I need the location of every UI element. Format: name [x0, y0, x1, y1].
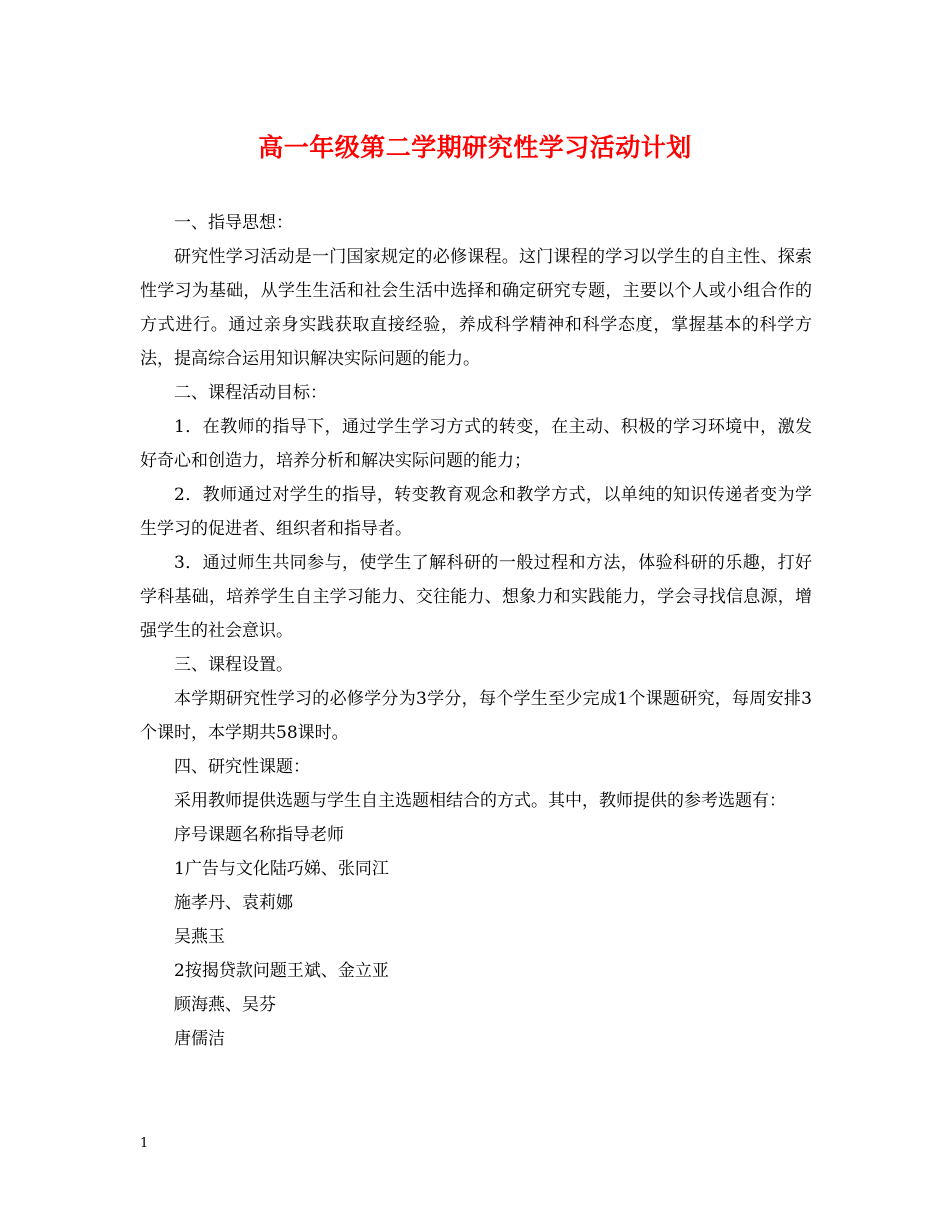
topic-list-item: 唐儒洁	[174, 1029, 225, 1049]
page-number: 1	[140, 1136, 149, 1151]
document-body	[140, 206, 812, 1056]
topic-list-item: 1广告与文化陆巧娣、张同江	[174, 859, 389, 879]
section-heading-guiding-ideology: 一、指导思想：	[174, 213, 293, 233]
objective-item-3: 3．通过师生共同参与，使学生了解科研的一般过程和方法，体验科研的乐趣，打好学科基础，培养学生自主学习能力、交往能力、想象力和实践能力，学会寻找信息源，增强学生的社会意识。	[140, 553, 812, 641]
topic-list-header: 序号课题名称指导老师	[174, 825, 344, 845]
objective-item-2: 2．教师通过对学生的指导，转变教育观念和教学方式，以单纯的知识传递者变为学生学习的促进者、组织者和指导者。	[140, 485, 812, 539]
topic-list-item: 2按揭贷款问题王斌、金立亚	[174, 961, 389, 981]
topic-list-item: 吴燕玉	[174, 927, 225, 947]
topic-list-item: 施孝丹、袁莉娜	[174, 893, 293, 913]
section-heading-research-topics: 四、研究性课题：	[174, 757, 310, 777]
section-heading-objectives: 二、课程活动目标：	[174, 383, 327, 403]
section-heading-course-setup: 三、课程设置。	[174, 655, 293, 675]
document-title: 高一年级第二学期研究性学习活动计划	[258, 133, 692, 162]
paragraph-research-topics: 采用教师提供选题与学生自主选题相结合的方式。其中，教师提供的参考选题有：	[174, 791, 786, 811]
paragraph-guiding-ideology: 研究性学习活动是一门国家规定的必修课程。这门课程的学习以学生的自主性、探索性学习为基础，从学生生活和社会生活中选择和确定研究专题，主要以个人或小组合作的方式进行。通过亲身实践获取直接经验，养成科学精神和科学态度，掌握基本的科学方法，提高综合运用知识解决实际问题的能力。	[140, 247, 812, 369]
objective-item-1: 1．在教师的指导下，通过学生学习方式的转变，在主动、积极的学习环境中，激发好奇心和创造力，培养分析和解决实际问题的能力；	[140, 417, 812, 471]
paragraph-course-setup: 本学期研究性学习的必修学分为3学分，每个学生至少完成1个课题研究，每周安排3个课时，本学期共58课时。	[140, 689, 812, 743]
topic-list-item: 顾海燕、吴芬	[174, 995, 276, 1015]
